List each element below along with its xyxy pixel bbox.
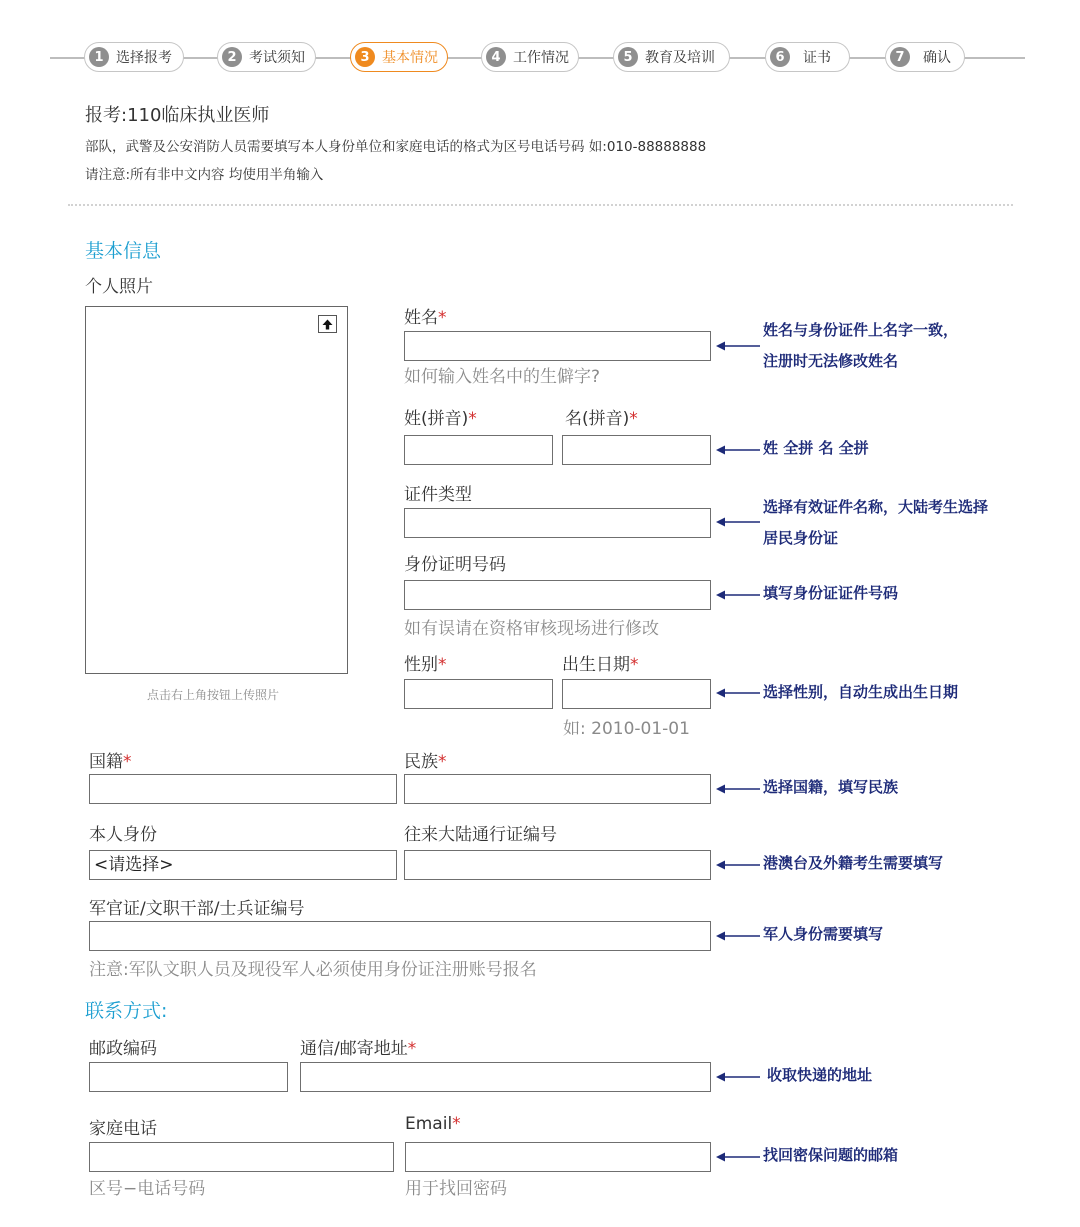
identity-label: 本人身份 — [89, 825, 157, 845]
step-label: 证书 — [803, 50, 831, 66]
given-name-pinyin-label: 名(拼音)* — [565, 409, 638, 429]
step-exam-notice[interactable] — [217, 42, 316, 72]
given-name-pinyin-input[interactable] — [562, 435, 711, 465]
photo-caption: 点击右上角按钮上传照片 — [147, 688, 280, 702]
id-number-hint: 如有误请在资格审核现场进行修改 — [404, 619, 659, 639]
nationality-select[interactable] — [89, 774, 397, 804]
annotation-name — [763, 315, 958, 377]
annotation-id-number: 填写身份证证件号码 — [763, 584, 899, 602]
left-arrow-icon — [716, 859, 760, 871]
id-type-select[interactable] — [404, 508, 711, 538]
photo-box — [85, 306, 348, 674]
surname-pinyin-input[interactable] — [404, 435, 553, 465]
left-arrow-icon — [716, 783, 760, 795]
step-label: 工作情况 — [513, 50, 569, 66]
left-arrow-icon — [716, 1151, 760, 1163]
step-label: 教育及培训 — [645, 50, 715, 66]
step-label: 选择报考 — [116, 50, 172, 66]
page-title: 报考:110临床执业医师 — [85, 105, 270, 126]
step-number: 1 — [89, 47, 109, 67]
required-mark: * — [629, 409, 638, 429]
required-mark: * — [468, 409, 477, 429]
annotation-line: 居民身份证 — [763, 529, 839, 547]
required-mark: * — [438, 752, 447, 772]
left-arrow-icon — [716, 340, 760, 352]
step-education[interactable] — [613, 42, 730, 72]
annotation-military: 军人身份需要填写 — [763, 925, 884, 943]
birth-date-label: 出生日期* — [562, 655, 639, 675]
step-work-info[interactable] — [481, 42, 579, 72]
surname-pinyin-label: 姓(拼音)* — [404, 409, 477, 429]
step-number: 5 — [618, 47, 638, 67]
name-input[interactable] — [404, 331, 711, 361]
mailing-address-input[interactable] — [300, 1062, 711, 1092]
step-number: 4 — [486, 47, 506, 67]
birth-date-input[interactable] — [562, 679, 711, 709]
military-id-label: 军官证/文职干部/士兵证编号 — [89, 899, 305, 919]
birth-date-hint: 如: 2010-01-01 — [563, 719, 690, 739]
home-phone-hint: 区号−电话号码 — [89, 1179, 206, 1199]
format-note: 部队，武警及公安消防人员需要填写本人身份单位和家庭电话的格式为区号电话号码 如:010-88888888 — [85, 139, 707, 155]
step-number: 6 — [770, 47, 790, 67]
step-basic-info[interactable] — [350, 42, 448, 72]
required-mark: * — [630, 655, 639, 675]
mainland-permit-input[interactable] — [404, 850, 711, 880]
nationality-label: 国籍* — [89, 752, 132, 772]
required-mark: * — [123, 752, 132, 772]
step-number: 2 — [222, 47, 242, 67]
postal-code-input[interactable] — [89, 1062, 288, 1092]
step-certificates[interactable] — [765, 42, 850, 72]
annotation-address: 收取快递的地址 — [767, 1066, 873, 1084]
id-number-label: 身份证明号码 — [404, 555, 506, 575]
step-label: 基本情况 — [382, 50, 438, 66]
left-arrow-icon — [716, 1071, 760, 1083]
left-arrow-icon — [716, 516, 760, 528]
annotation-pinyin: 姓 全拼 名 全拼 — [763, 439, 869, 457]
identity-select[interactable]: <请选择> — [89, 850, 397, 880]
rare-character-help-link[interactable]: 如何输入姓名中的生僻字? — [404, 367, 601, 387]
required-mark: * — [438, 655, 447, 675]
left-arrow-icon — [716, 589, 760, 601]
step-label: 确认 — [923, 50, 951, 66]
mailing-address-label: 通信/邮寄地址* — [300, 1039, 417, 1059]
gender-label: 性别* — [404, 655, 447, 675]
annotation-permit: 港澳台及外籍考生需要填写 — [763, 854, 944, 872]
annotation-id-type — [763, 492, 988, 554]
left-arrow-icon — [716, 444, 760, 456]
halfwidth-note: 请注意:所有非中文内容 均使用半角输入 — [85, 167, 324, 183]
annotation-line: 选择有效证件名称，大陆考生选择 — [763, 498, 989, 516]
ethnicity-select[interactable] — [404, 774, 711, 804]
upload-arrow-icon — [322, 319, 333, 330]
home-phone-label: 家庭电话 — [89, 1119, 157, 1139]
postal-code-label: 邮政编码 — [89, 1039, 157, 1059]
left-arrow-icon — [716, 687, 760, 699]
email-hint: 用于找回密码 — [405, 1179, 507, 1199]
annotation-line: 姓名与身份证件上名字一致， — [763, 321, 959, 339]
ethnicity-label: 民族* — [404, 752, 447, 772]
step-label: 考试须知 — [249, 50, 305, 66]
mainland-permit-label: 往来大陆通行证编号 — [404, 825, 557, 845]
section-title-contact: 联系方式: — [85, 1000, 168, 1022]
annotation-line: 注册时无法修改姓名 — [763, 352, 899, 370]
email-input[interactable] — [405, 1142, 711, 1172]
step-number: 3 — [355, 47, 375, 67]
military-note: 注意:军队文职人员及现役军人必须使用身份证注册账号报名 — [89, 960, 537, 980]
photo-label: 个人照片 — [85, 277, 153, 297]
id-type-label: 证件类型 — [404, 485, 472, 505]
step-number: 7 — [890, 47, 910, 67]
id-number-input[interactable] — [404, 580, 711, 610]
divider — [68, 204, 1013, 206]
required-mark: * — [407, 1039, 417, 1059]
section-title-basic: 基本信息 — [85, 240, 162, 262]
email-label: Email* — [405, 1114, 461, 1134]
left-arrow-icon — [716, 930, 760, 942]
required-mark: * — [438, 308, 447, 328]
required-mark: * — [452, 1114, 461, 1134]
name-label: 姓名* — [404, 308, 447, 328]
step-confirm[interactable] — [885, 42, 965, 72]
annotation-nationality: 选择国籍，填写民族 — [763, 778, 899, 796]
annotation-gender: 选择性别，自动生成出生日期 — [763, 683, 959, 701]
military-id-input[interactable] — [89, 921, 711, 951]
home-phone-input[interactable] — [89, 1142, 394, 1172]
step-select-exam[interactable] — [84, 42, 184, 72]
gender-select[interactable] — [404, 679, 553, 709]
annotation-email: 找回密保问题的邮箱 — [763, 1146, 899, 1164]
upload-photo-button[interactable] — [318, 315, 337, 333]
